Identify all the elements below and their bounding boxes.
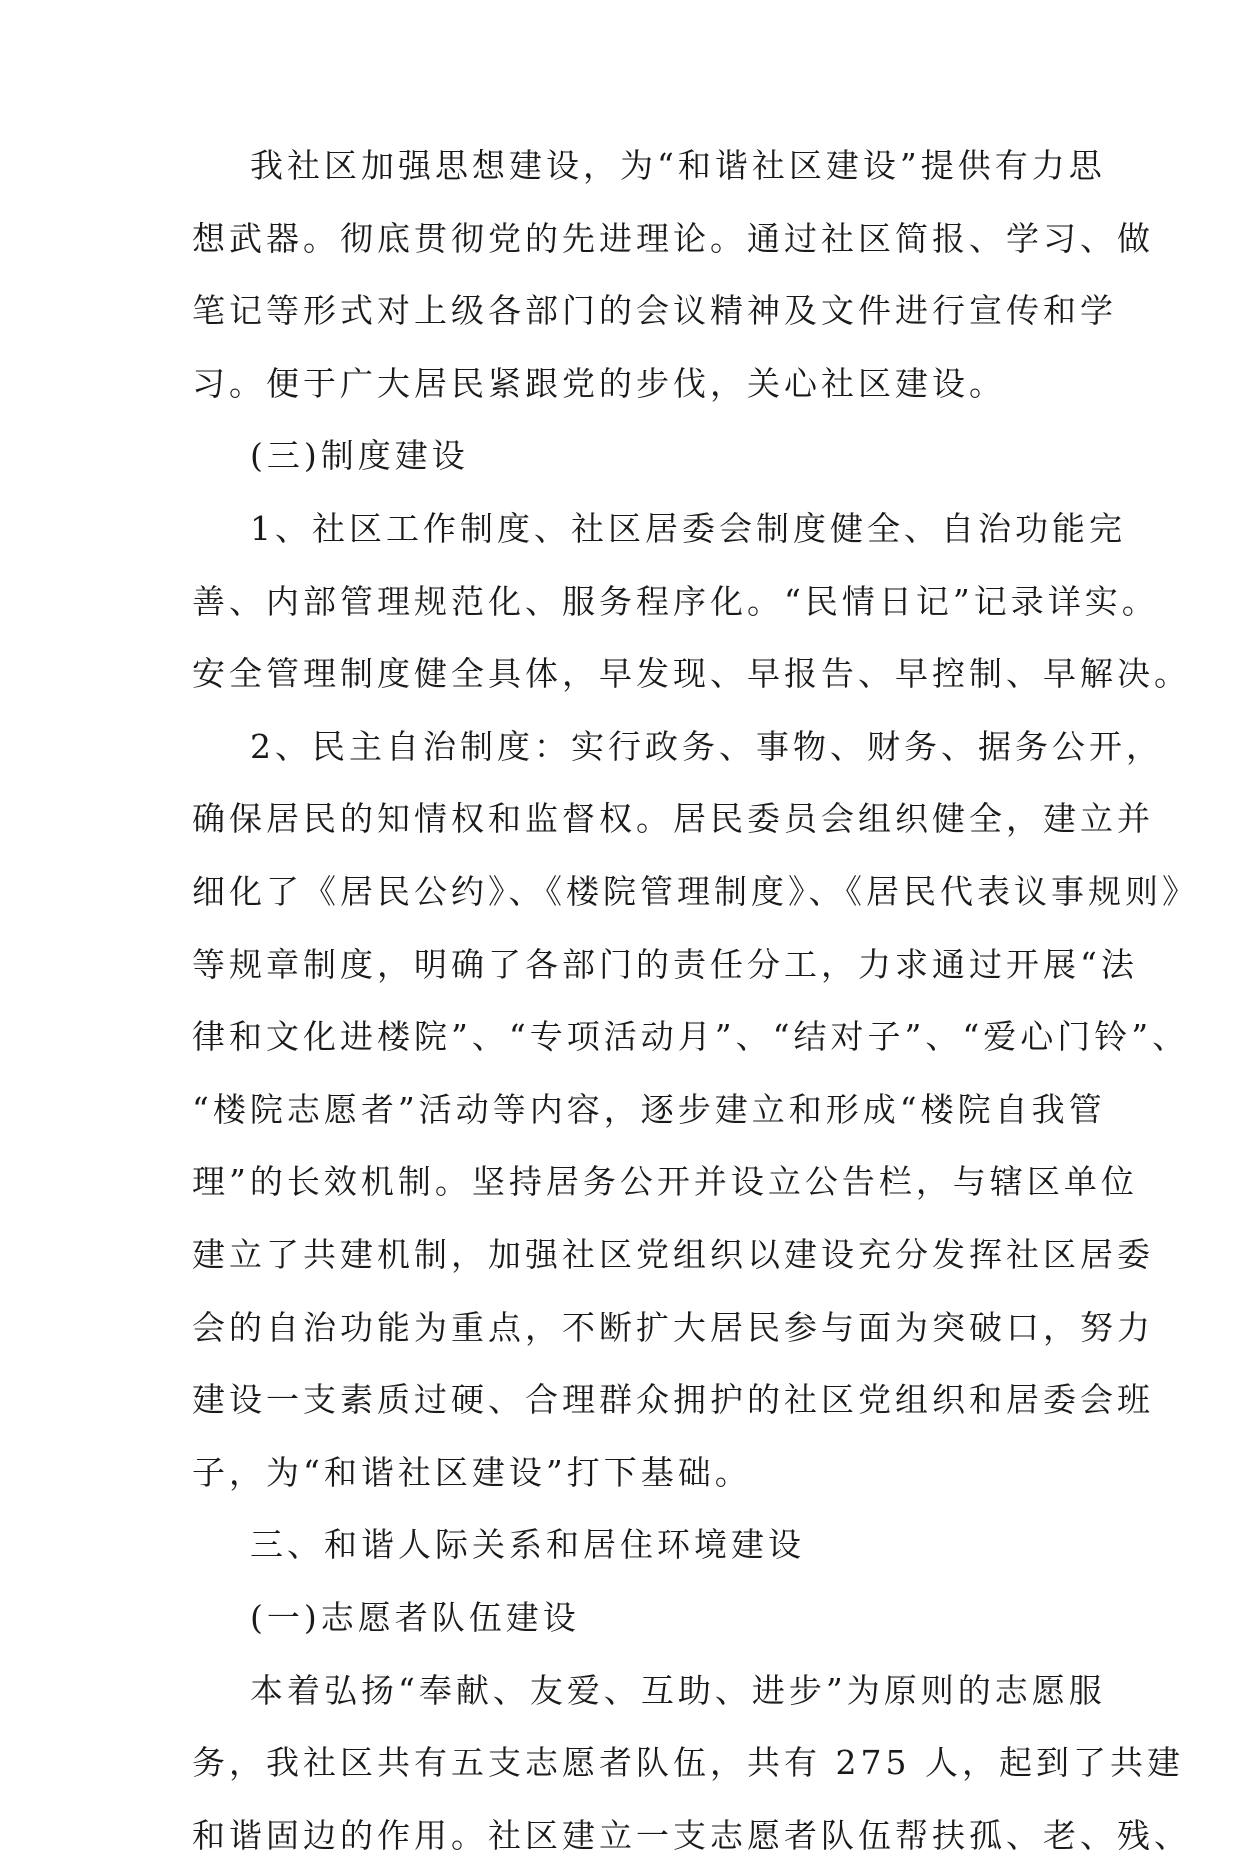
text-line: 笔记等形式对上级各部门的会议精神及文件进行宣传和学 [192,291,1117,331]
text-line: 习。便于广大居民紧跟党的步伐，关心社区建设。 [192,363,1006,403]
text-line: 想武器。彻底贯彻党的先进理论。通过社区简报、学习、做 [192,218,1154,258]
text-line: 2、民主自治制度：实行政务、事物、财务、据务公开， [250,726,1163,766]
text-line: 律和文化进楼院”、“专项活动月”、“结对子”、“爱心门铃”、 [192,1017,1190,1057]
section-heading: (三)制度建设 [250,436,469,476]
text-line: 等规章制度，明确了各部门的责任分工，力求通过开展“法 [192,944,1138,984]
section-heading: 三、和谐人际关系和居住环境建设 [250,1525,805,1565]
text-line: 子，为“和谐社区建设”打下基础。 [192,1452,752,1492]
text-line: 我社区加强思想建设，为“和谐社区建设”提供有力思 [250,146,1106,185]
text-line: 建设一支素质过硬、合理群众拥护的社区党组织和居委会班 [192,1380,1154,1420]
text-line: 1、社区工作制度、社区居委会制度健全、自治功能完 [250,509,1126,548]
section-heading: (一)志愿者队伍建设 [250,1598,580,1637]
text-line: 本着弘扬“奉献、友爱、互助、进步”为原则的志愿服 [250,1670,1106,1710]
text-line: 和谐固边的作用。社区建立一支志愿者队伍帮扶孤、老、残、 [192,1815,1191,1855]
text-line: 安全管理制度健全具体，早发现、早报告、早控制、早解决。 [192,654,1191,694]
text-line: 建立了共建机制，加强社区党组织以建设充分发挥社区居委 [192,1235,1154,1274]
text-line: 会的自治功能为重点，不断扩大居民参与面为突破口，努力 [192,1307,1154,1347]
text-line: “楼院志愿者”活动等内容，逐步建立和形成“楼院自我管 [192,1089,1106,1129]
text-line: 务，我社区共有五支志愿者队伍，共有 275 人，起到了共建 [192,1743,1184,1783]
text-line: 理”的长效机制。坚持居务公开并设立公告栏，与辖区单位 [192,1162,1138,1202]
text-line: 细化了《居民公约》、《楼院管理制度》、《居民代表议事规则》 [192,872,1199,911]
text-line: 确保居民的知情权和监督权。居民委员会组织健全，建立并 [192,799,1154,839]
text-line: 善、内部管理规范化、服务程序化。“民情日记”记录详实。 [192,581,1159,621]
